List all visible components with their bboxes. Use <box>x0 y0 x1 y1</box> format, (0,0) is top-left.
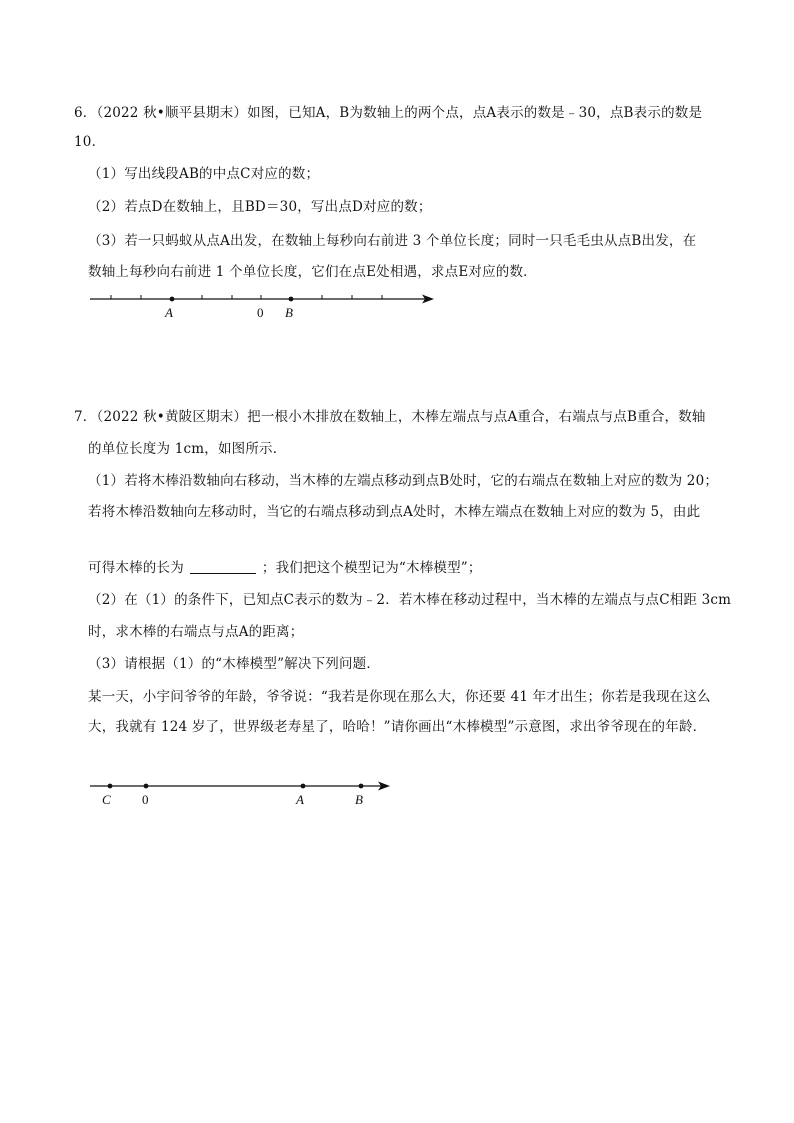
q7-point-b <box>359 784 364 789</box>
q7-label-c: C <box>102 792 111 807</box>
q6-part-2: （2）若点D在数轴上，且BD＝30，写出点D对应的数； <box>88 199 432 215</box>
q7-line-1: 7．（2022 秋•黄陂区期末）把一根小木排放在数轴上，木棒左端点与点A重合，右端点与点B重合，数轴 <box>74 409 706 425</box>
q7-line-2: 的单位长度为 1cm，如图所示． <box>88 441 287 457</box>
q6-label-zero: 0 <box>257 305 264 320</box>
q7-story-line-2: 大，我就有 124 岁了，世界级老寿星了，哈哈！”请你画出“木棒模型”示意图，求出爷爷现在的年龄． <box>88 719 707 735</box>
q7-part-1-line-2: 若将木棒沿数轴向左移动时，当它的右端点移动到点A处时，木棒左端点在数轴上对应的数为 5，由此 <box>88 504 701 520</box>
q7-point-c <box>108 784 113 789</box>
q6-part-1: （1）写出线段AB的中点C对应的数； <box>88 166 320 182</box>
q6-part-3-line-2: 数轴上每秒向右前进 1 个单位长度，它们在点E处相遇，求点E对应的数． <box>88 264 537 280</box>
q7-part-3: （3）请根据（1）的“木棒模型”解决下列问题． <box>88 656 381 672</box>
q6-label-b: B <box>285 305 293 320</box>
q6-part-3-line-1: （3）若一只蚂蚁从点A出发，在数轴上每秒向右前进 3 个单位长度；同时一只毛毛虫从点B出发，在 <box>88 233 697 249</box>
q6-line-1: 6．（2022 秋•顺平县期末）如图，已知A，B为数轴上的两个点，点A表示的数是﹣30，点B表示的数是 <box>74 105 703 121</box>
q7-part-2-line-1: （2）在（1）的条件下，已知点C表示的数为﹣2．若木棒在移动过程中，当木棒的左端点与点C相距 3cm <box>88 592 732 608</box>
q7-story-line-1: 某一天，小宇问爷爷的年龄，爷爷说：“我若是你现在那么大，你还要 41 年才出生；你若是我现在这么 <box>88 689 711 705</box>
q7-part-2-line-2: 时，求木棒的右端点与点A的距离； <box>88 624 304 640</box>
q7-label-zero: 0 <box>142 792 149 807</box>
q7-number-line <box>86 775 406 815</box>
q7-label-a: A <box>296 792 304 807</box>
q6-label-a: A <box>165 305 173 320</box>
q7-point-a <box>301 784 306 789</box>
q7-part-1-line-1: （1）若将木棒沿数轴向右移动，当木棒的左端点移动到点B处时，它的右端点在数轴上对应的数为 20； <box>88 473 719 489</box>
q7-point-zero <box>144 784 149 789</box>
q7-label-b: B <box>355 792 363 807</box>
q7-model-note: ；我们把这个模型记为“木棒模型”； <box>261 560 482 576</box>
q6-number-line <box>86 286 446 326</box>
q6-point-b <box>289 297 294 302</box>
q7-length-prompt: 可得木棒的长为 <box>88 560 184 576</box>
q6-point-a <box>170 297 175 302</box>
q7-part-1-line-3 <box>88 559 482 577</box>
q6-line-2: 10． <box>74 134 106 150</box>
q7-answer-blank[interactable] <box>190 559 256 574</box>
